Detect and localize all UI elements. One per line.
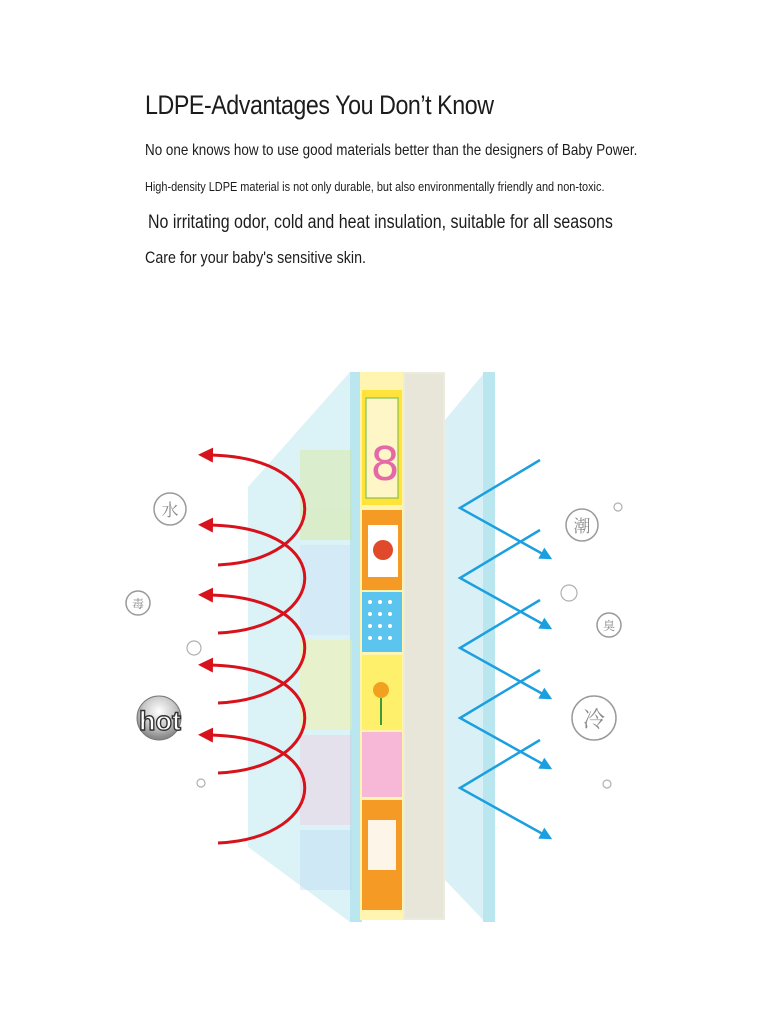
bubble-decoration (187, 641, 201, 655)
svg-text:水: 水 (161, 501, 179, 521)
foam-core-layer (403, 372, 445, 920)
bubble-decoration (614, 503, 622, 511)
page-title: LDPE-Advantages You Don’t Know (145, 90, 494, 120)
description-line-2: High-density LDPE material is not only durable, but also environmentally friendly and non-toxic. (145, 179, 605, 194)
water-badge (154, 493, 186, 525)
hot-badge (137, 696, 181, 740)
svg-text:冷: 冷 (582, 708, 606, 733)
bubble-decoration (603, 780, 611, 788)
bubble-decoration (197, 779, 205, 787)
odor-badge (597, 613, 621, 637)
svg-text:潮: 潮 (573, 517, 591, 537)
toxin-badge (126, 591, 150, 615)
svg-text:臭: 臭 (602, 619, 616, 633)
description-line-3: No irritating odor, cold and heat insulation, suitable for all seasons (148, 212, 613, 233)
humidity-badge (566, 509, 598, 541)
description-line-4: Care for your baby's sensitive skin. (145, 248, 366, 267)
cold-badge (572, 696, 616, 740)
svg-text:hot: hot (139, 706, 181, 736)
mat-layers-illustration (0, 300, 768, 1000)
printed-mat-layer (360, 372, 405, 920)
mat-number: 8 (370, 437, 400, 491)
right-transparent-layer (445, 372, 495, 922)
bubble-decoration (561, 585, 577, 601)
svg-text:毒: 毒 (131, 597, 145, 611)
description-line-1: No one knows how to use good materials better than the designers of Baby Power. (145, 142, 638, 159)
panel-faint-pattern (300, 450, 352, 890)
